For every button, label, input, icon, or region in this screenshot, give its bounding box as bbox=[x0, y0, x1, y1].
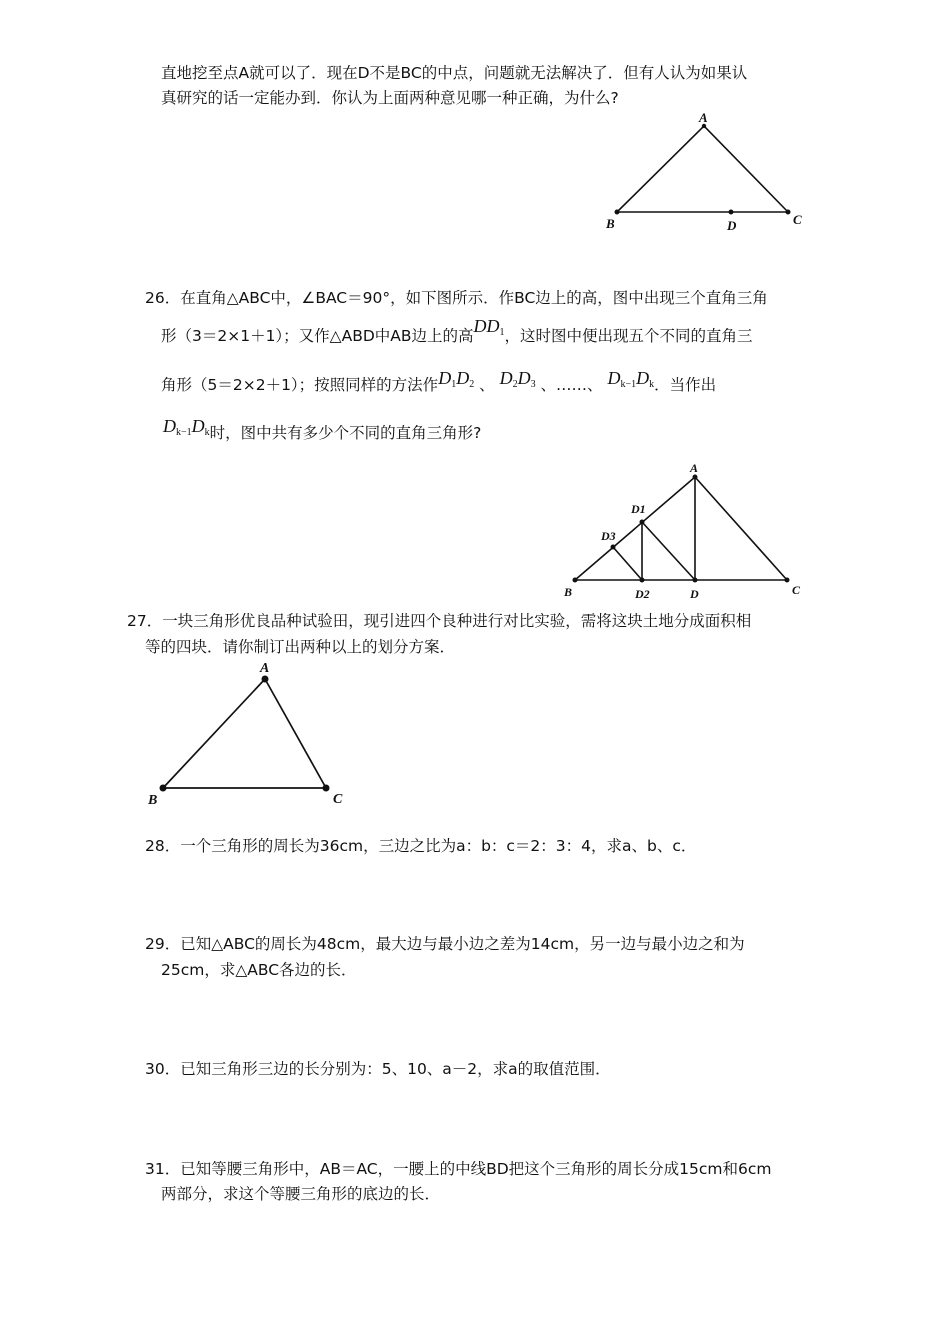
q29-line1: 29．已知△ABC的周长为48cm，最大边与最小边之差为14cm，另一边与最小边之和为 bbox=[145, 935, 745, 953]
q26-dk1dk-math: $D_{k-1}D_k$ bbox=[607, 368, 655, 390]
q26-d1d2-math: $D_1D_2$ bbox=[438, 368, 475, 390]
q25-label-c: C bbox=[793, 212, 802, 227]
q30-line1: 30．已知三角形三边的长分别为：5、10、a－2，求a的取值范围． bbox=[145, 1060, 611, 1078]
q27-point-c bbox=[323, 785, 330, 792]
q26-dk1dk-math-2: $D_{k-1}D_k$ bbox=[163, 416, 210, 438]
q26-d2d3-math: $D_2D_3$ bbox=[499, 368, 536, 390]
q26-dd1-math: $DD_1$ bbox=[473, 316, 505, 338]
q26-label-d1: D1 bbox=[631, 502, 646, 516]
q26-line2: 形（3＝2×1＋1）；又作△ABD中AB边上的高$DD_1$，这时图中便出现五个不同的直角三 bbox=[161, 316, 753, 345]
q31-line2: 两部分，求这个等腰三角形的底边的长． bbox=[161, 1185, 441, 1203]
q27-label-a: A bbox=[260, 661, 270, 676]
q31-line1: 31．已知等腰三角形中，AB＝AC，一腰上的中线BD把这个三角形的周长分成15cm和6cm bbox=[145, 1160, 772, 1178]
q29-line2: 25cm，求△ABC各边的长． bbox=[161, 961, 357, 979]
q26-label-d3: D3 bbox=[601, 529, 616, 543]
q26-line3: 角形（5＝2×2＋1）；按照同样的方法作$D_1D_2$ 、 $D_2D_3$ 、……、 $D_{k-1}D_k$．当作出 bbox=[161, 368, 717, 394]
q25-label-b: B bbox=[606, 216, 615, 231]
q26-label-d2: D2 bbox=[635, 587, 650, 601]
q27-line2: 等的四块．请你制订出两种以上的划分方案． bbox=[145, 638, 456, 656]
q27-point-b bbox=[160, 785, 167, 792]
q26-line4: $D_{k-1}D_k$时，图中共有多少个不同的直角三角形? bbox=[163, 416, 482, 442]
q28-line1: 28．一个三角形的周长为36cm，三边之比为a：b：c＝2：3：4，求a、b、c． bbox=[145, 837, 697, 855]
q25-label-a: A bbox=[699, 110, 708, 125]
q27-label-b: B bbox=[148, 793, 158, 808]
q27-side-ac bbox=[265, 679, 326, 788]
q27-line1: 27．一块三角形优良品种试验田，现引进四个良种进行对比实验，需将这块土地分成面积相 bbox=[127, 612, 752, 630]
q27-label-c: C bbox=[333, 792, 343, 807]
q27-point-a bbox=[262, 676, 269, 683]
q26-line1: 26．在直角△ABC中，∠BAC＝90°，如下图所示．作BC边上的高，图中出现三个直角三角 bbox=[145, 289, 768, 307]
q25-line2: 真研究的话一定能办到．你认为上面两种意见哪一种正确，为什么? bbox=[161, 89, 619, 107]
q27-side-ab bbox=[163, 679, 265, 788]
q25-line1: 直地挖至点A就可以了．现在D不是BC的中点，问题就无法解决了．但有人认为如果认 bbox=[161, 64, 748, 82]
q26-label-a: A bbox=[690, 461, 699, 475]
q26-label-d: D bbox=[690, 587, 699, 601]
q25-label-d: D bbox=[727, 218, 737, 233]
q26-label-c: C bbox=[792, 583, 801, 597]
q26-label-b: B bbox=[564, 585, 573, 599]
